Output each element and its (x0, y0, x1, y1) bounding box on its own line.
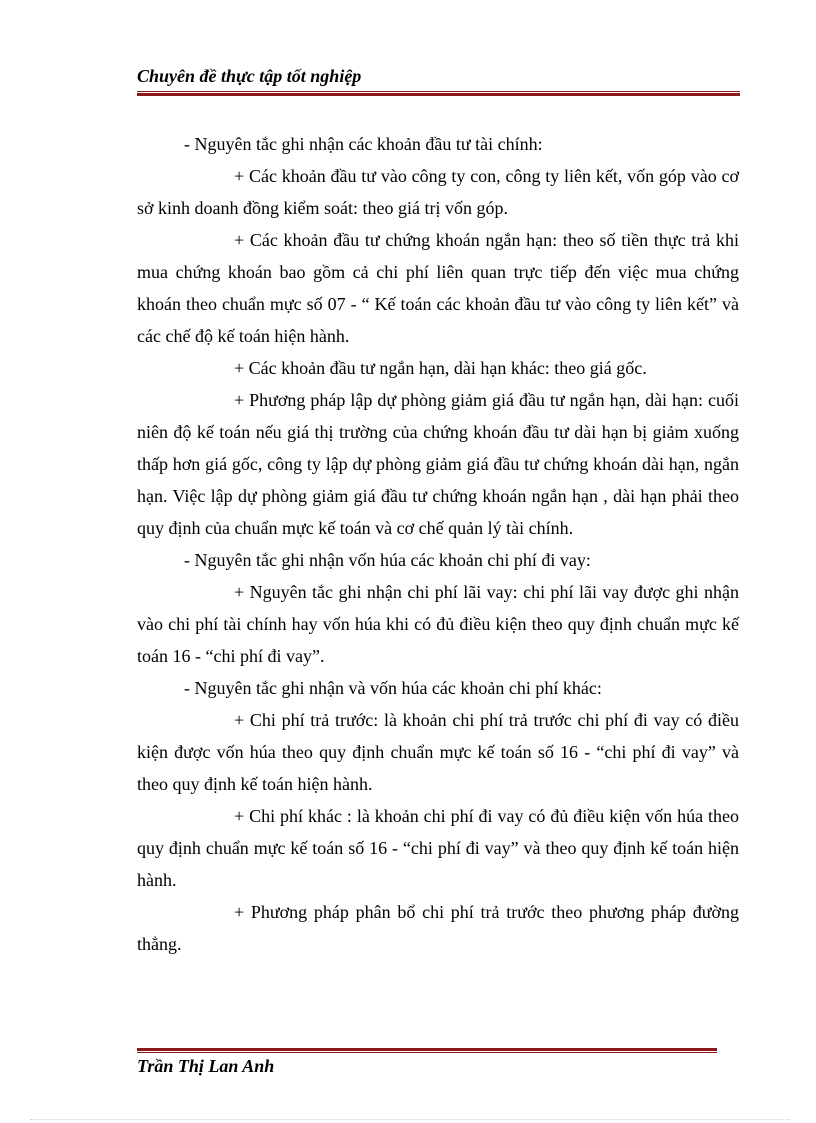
paragraph-investment-principles: - Nguyên tắc ghi nhận các khoản đầu tư tài chính: (184, 134, 543, 154)
footer-rule (137, 1048, 717, 1053)
paragraph-subsidiary-investments: + Các khoản đầu tư vào công ty con, công ty liên kết, vốn góp vào cơ sở kinh doanh đồng kiểm soát: theo giá trị vốn góp. (137, 166, 739, 218)
body-text (137, 128, 739, 960)
header-rule-thick-line (137, 93, 740, 96)
paragraph-other-expenses: + Chi phí khác : là khoản chi phí đi vay có đủ điều kiện vốn húa theo quy định chuẩn mực kế toán số 16 - “chi phí đi vay” và theo quy định kế toán hiện hành. (137, 806, 739, 890)
header-rule-thin-line (137, 91, 740, 92)
paragraph-other-investments: + Các khoản đầu tư ngắn hạn, dài hạn khác: theo giá gốc. (234, 358, 647, 378)
paragraph-borrowing-cost-principles: - Nguyên tắc ghi nhận vốn húa các khoản chi phí đi vay: (184, 550, 591, 570)
paragraph-interest-expense: + Nguyên tắc ghi nhận chi phí lãi vay: chi phí lãi vay được ghi nhận vào chi phí tài chính hay vốn húa khi có đủ điều kiện theo quy định chuẩn mực kế toán 16 - “chi phí đi vay”. (137, 582, 739, 666)
footer-author-name: Trần Thị Lan Anh (137, 1056, 275, 1076)
paragraph-allocation-method: + Phương pháp phân bổ chi phí trả trước theo phương pháp đường thẳng. (137, 902, 739, 954)
paragraph-prepaid-expenses: + Chi phí trả trước: là khoản chi phí trả trước chi phí đi vay có điều kiện được vốn húa theo quy định chuẩn mực kế toán số 16 - “chi phí đi vay” và theo quy định kế toán hiện hành. (137, 710, 739, 794)
footer-rule-thick-line (137, 1048, 717, 1051)
page-bottom-dotted-border (30, 1119, 790, 1120)
header-rule (137, 91, 740, 96)
paragraph-other-cost-principles: - Nguyên tắc ghi nhận và vốn húa các khoản chi phí khác: (184, 678, 602, 698)
footer-rule-thin-line (137, 1052, 717, 1053)
paragraph-provision-method: + Phương pháp lập dự phòng giảm giá đầu tư ngắn hạn, dài hạn: cuối niên độ kế toán nếu giá thị trường của chứng khoán đầu tư dài hạn bị giảm xuống thấp hơn giá gốc, công ty lập dự phòng giảm giá đầu tư chứng khoán dài hạn, ngắn hạn. Việc lập dự phòng giảm giá đầu tư chứng khoán ngắn hạn , dài hạn phải theo quy định của chuẩn mực kế toán và cơ chế quản lý tài chính. (137, 390, 739, 538)
paragraph-short-term-securities: + Các khoản đầu tư chứng khoán ngắn hạn: theo số tiền thực trả khi mua chứng khoán bao gồm cả chi phí liên quan trực tiếp đến việc mua chứng khoán theo chuẩn mực số 07 - “ Kế toán các khoản đầu tư vào công ty liên kết” và các chế độ kế toán hiện hành. (137, 230, 739, 346)
header-title: Chuyên đề thực tập tốt nghiệp (137, 66, 362, 86)
